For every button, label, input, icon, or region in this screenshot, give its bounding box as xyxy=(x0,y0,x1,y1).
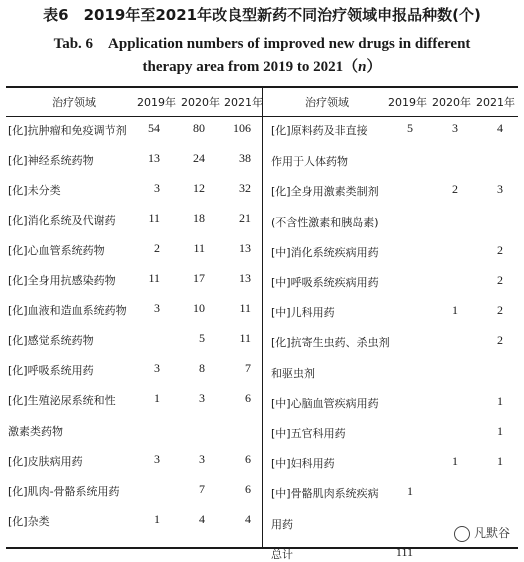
right-row-9-v2019: 1 xyxy=(407,484,413,498)
left-row-8-label-line-0: [化]呼吸系统用药 xyxy=(8,364,94,377)
table-title-cn: 表6 2019年至2021年改良型新药不同治疗领域申报品种数(个) xyxy=(43,6,481,24)
header-area-left: 治疗领域 xyxy=(52,96,96,109)
left-row-9-label-line-1: 激素类药物 xyxy=(8,425,63,438)
right-row-0-label-line-0: [化]原料药及非直接 xyxy=(271,124,368,137)
right-row-5-label-line-0: [化]抗寄生虫药、杀虫剂 xyxy=(271,336,390,349)
left-row-8-v2021: 7 xyxy=(245,361,251,375)
left-row-7-v2020: 5 xyxy=(199,331,205,345)
right-row-8-v2021: 1 xyxy=(497,454,503,468)
right-row-10-v2019: 111 xyxy=(395,545,413,559)
left-row-8-v2019: 3 xyxy=(154,361,160,375)
header-area-right: 治疗领域 xyxy=(305,96,349,109)
title-en-close: ） xyxy=(366,59,382,75)
right-row-1-label-line-0: [化]全身用激素类制剂 xyxy=(271,185,379,198)
watermark-logo-icon xyxy=(454,526,470,542)
header-2021-right: 2021年 xyxy=(476,96,515,109)
right-row-6-label-line-0: [中]心脑血管疾病用药 xyxy=(271,397,379,410)
right-row-7-label-line-0: [中]五官科用药 xyxy=(271,427,346,440)
left-row-9-v2020: 3 xyxy=(199,391,205,405)
right-row-0-v2021: 4 xyxy=(497,121,503,135)
left-row-9-label-line-0: [化]生殖泌尿系统和性 xyxy=(8,394,116,407)
left-row-1-label-line-0: [化]神经系统药物 xyxy=(8,154,94,167)
right-row-4-v2021: 2 xyxy=(497,303,503,317)
header-2020-right: 2020年 xyxy=(432,96,471,109)
left-row-2-v2019: 3 xyxy=(154,181,160,195)
right-row-8-label-line-0: [中]妇科用药 xyxy=(271,457,335,470)
right-row-2-label-line-0: [中]消化系统疾病用药 xyxy=(271,246,379,259)
left-row-4-v2021: 13 xyxy=(239,241,251,255)
header-2019-right: 2019年 xyxy=(388,96,427,109)
right-row-5-v2021: 2 xyxy=(497,333,503,347)
right-row-6-v2021: 1 xyxy=(497,394,503,408)
watermark xyxy=(454,524,510,542)
table-title-en-line1: Tab. 6 Application numbers of improved new drugs in different xyxy=(53,36,471,52)
title-en-n: n xyxy=(358,59,367,75)
header-2020-left: 2020年 xyxy=(181,96,220,109)
left-row-1-v2020: 24 xyxy=(193,151,205,165)
watermark-text: 凡默谷 xyxy=(473,526,510,540)
left-row-9-v2019: 1 xyxy=(154,391,160,405)
right-row-0-v2020: 3 xyxy=(452,121,458,135)
left-row-6-v2019: 3 xyxy=(154,301,160,315)
left-row-11-label-line-0: [化]肌肉-骨骼系统用药 xyxy=(8,485,120,498)
title-en-text: therapy area from 2019 to 2021（ xyxy=(142,59,359,75)
left-row-2-v2020: 12 xyxy=(193,181,205,195)
right-row-2-v2021: 2 xyxy=(497,243,503,257)
right-row-10-label-line-0: 总计 xyxy=(271,548,293,561)
left-row-12-label-line-0: [化]杂类 xyxy=(8,515,50,528)
left-row-11-v2020: 7 xyxy=(199,482,205,496)
left-row-0-v2020: 80 xyxy=(193,121,205,135)
left-row-0-v2019: 54 xyxy=(148,121,160,135)
left-row-2-v2021: 32 xyxy=(239,181,251,195)
right-row-7-v2021: 1 xyxy=(497,424,503,438)
right-row-3-label-line-0: [中]呼吸系统疾病用药 xyxy=(271,276,379,289)
left-row-3-label-line-0: [化]消化系统及代谢药 xyxy=(8,214,116,227)
left-row-4-label-line-0: [化]心血管系统药物 xyxy=(8,244,105,257)
right-row-0-label-line-1: 作用于人体药物 xyxy=(271,155,348,168)
header-2021-left: 2021年 xyxy=(224,96,263,109)
right-row-1-v2020: 2 xyxy=(452,182,458,196)
column-divider xyxy=(262,87,263,548)
header-2019-left: 2019年 xyxy=(137,96,176,109)
left-row-6-v2020: 10 xyxy=(193,301,205,315)
right-row-1-v2021: 3 xyxy=(497,182,503,196)
left-row-11-v2021: 6 xyxy=(245,482,251,496)
left-row-0-v2021: 106 xyxy=(233,121,251,135)
right-row-5-label-line-1: 和驱虫剂 xyxy=(271,367,315,380)
table-title-en-line2 xyxy=(0,55,524,76)
right-row-9-label-line-0: [中]骨骼肌肉系统疾病 xyxy=(271,487,379,500)
left-row-10-label-line-0: [化]皮肤病用药 xyxy=(8,455,83,468)
right-row-4-v2020: 1 xyxy=(452,303,458,317)
left-row-7-v2021: 11 xyxy=(239,331,251,345)
left-row-6-v2021: 11 xyxy=(239,301,251,315)
left-row-7-label-line-0: [化]感觉系统药物 xyxy=(8,334,94,347)
left-row-1-v2019: 13 xyxy=(148,151,160,165)
right-row-4-label-line-0: [中]儿科用药 xyxy=(271,306,335,319)
left-row-8-v2020: 8 xyxy=(199,361,205,375)
left-row-5-label-line-0: [化]全身用抗感染药物 xyxy=(8,274,116,287)
left-row-4-v2020: 11 xyxy=(193,241,205,255)
left-row-3-v2020: 18 xyxy=(193,211,205,225)
left-row-5-v2021: 13 xyxy=(239,271,251,285)
left-row-2-label-line-0: [化]未分类 xyxy=(8,184,61,197)
right-row-8-v2020: 1 xyxy=(452,454,458,468)
right-row-3-v2021: 2 xyxy=(497,273,503,287)
left-row-12-v2020: 4 xyxy=(199,512,205,526)
right-row-0-v2019: 5 xyxy=(407,121,413,135)
left-row-5-v2020: 17 xyxy=(193,271,205,285)
left-row-3-v2019: 11 xyxy=(148,211,160,225)
left-row-10-v2019: 3 xyxy=(154,452,160,466)
left-row-4-v2019: 2 xyxy=(154,241,160,255)
left-row-9-v2021: 6 xyxy=(245,391,251,405)
left-row-5-v2019: 11 xyxy=(148,271,160,285)
left-row-0-label-line-0: [化]抗肿瘤和免疫调节剂 xyxy=(8,124,127,137)
left-row-6-label-line-0: [化]血液和造血系统药物 xyxy=(8,304,127,317)
left-row-12-v2019: 1 xyxy=(154,512,160,526)
left-row-3-v2021: 21 xyxy=(239,211,251,225)
right-row-1-label-line-1: (不含性激素和胰岛素) xyxy=(271,216,379,229)
right-row-9-label-line-1: 用药 xyxy=(271,518,293,531)
left-row-10-v2020: 3 xyxy=(199,452,205,466)
left-row-12-v2021: 4 xyxy=(245,512,251,526)
left-row-10-v2021: 6 xyxy=(245,452,251,466)
left-row-1-v2021: 38 xyxy=(239,151,251,165)
